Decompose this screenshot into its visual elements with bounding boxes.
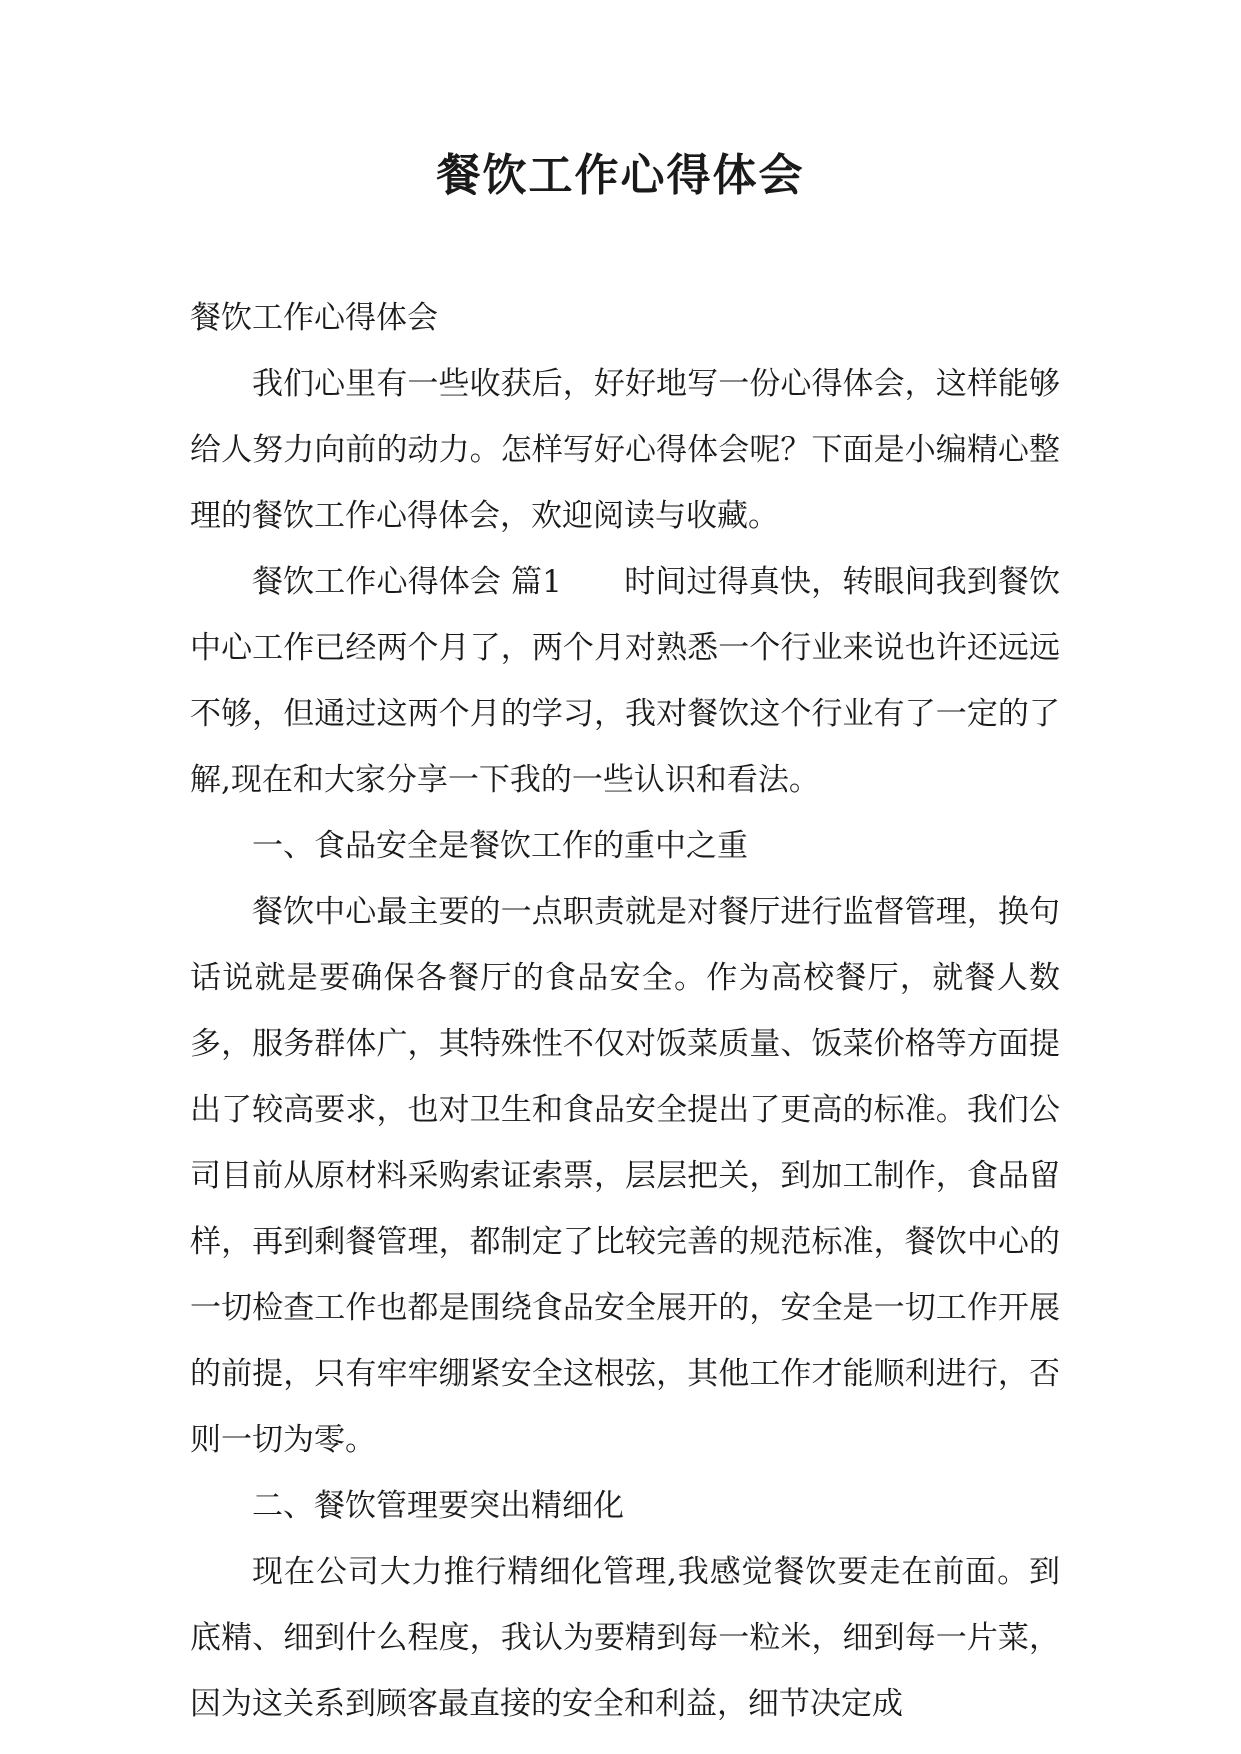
section-heading-food-safety: 一、食品安全是餐饮工作的重中之重 [252,828,748,864]
paragraph-heading: 餐饮工作心得体会 [190,300,438,336]
paragraph-food-safety: 餐饮中心最主要的一点职责就是对餐厅进行监督管理，换句话说就是要确保各餐厅的食品安全。作为高校餐厅，就餐人数多，服务群体广，其特殊性不仅对饭菜质量、饭菜价格等方面提出了较高要求，也对卫生和食品安全提出了更高的标准。我们公司目前从原材料采购索证索票，层层把关，到加工制作，食品留样，再到剩餐管理，都制定了比较完善的规范标准，餐饮中心的一切检查工作也都是围绕食品安全展开的，安全是一切工作开展的前提，只有牢牢绷紧安全这根弦，其他工作才能顺利进行，否则一切为零。 [190,894,1060,1458]
paragraph-refined-management: 现在公司大力推行精细化管理,我感觉餐饮要走在前面。到底精、细到什么程度，我认为要精到每一粒米，细到每一片菜，因为这关系到顾客最直接的安全和利益，细节决定成 [190,1554,1060,1722]
document-body [190,285,1060,1737]
document-title: 餐饮工作心得体会 [436,150,805,201]
paragraph-intro: 我们心里有一些收获后，好好地写一份心得体会，这样能够给人努力向前的动力。怎样写好心得体会呢？下面是小编精心整理的餐饮工作心得体会，欢迎阅读与收藏。 [190,366,1060,534]
section-heading-refined-management: 二、餐饮管理要突出精细化 [252,1488,624,1524]
paragraph-part1: 餐饮工作心得体会 篇1 时间过得真快，转眼间我到餐饮中心工作已经两个月了，两个月对熟悉一个行业来说也许还远远不够，但通过这两个月的学习，我对餐饮这个行业有了一定的了解,现在和大家分享一下我的一些认识和看法。 [190,564,1060,798]
